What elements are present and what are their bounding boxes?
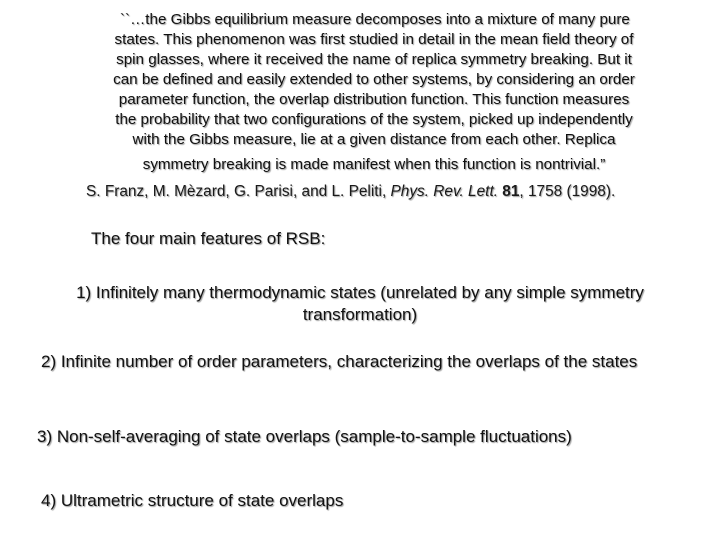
feature-item-1-line-2: transformation) [302, 305, 418, 324]
features-heading: The four main features of RSB: [91, 229, 326, 248]
quote-block [84, 10, 664, 175]
citation-journal: Phys. Rev. Lett. [390, 183, 498, 200]
citation [86, 182, 686, 202]
feature-item-3: 3) Non-self-averaging of state overlaps (sample-to-sample fluctuations) [37, 427, 572, 446]
citation-authors: S. Franz, M. Mèzard, G. Parisi, and L. Peliti, [86, 183, 391, 200]
citation-volume: 81 [502, 183, 520, 200]
quote-line: parameter function, the overlap distribution function. This function measures [118, 91, 630, 108]
quote-line: symmetry breaking is made manifest when this function is nontrivial.” [142, 156, 606, 173]
citation-pages-year: , 1758 (1998). [519, 183, 616, 200]
quote-line: states. This phenomenon was first studied in detail in the mean field theory of [114, 31, 634, 48]
feature-item-1-line-1: 1) Infinitely many thermodynamic states (unrelated by any simple symmetry [76, 283, 644, 302]
quote-line: with the Gibbs measure, lie at a given distance from each other. Replica [132, 131, 616, 148]
quote-line: spin glasses, where it received the name of replica symmetry breaking. But it [116, 51, 632, 68]
quote-line: the probability that two configurations of the system, picked up independently [115, 111, 633, 128]
quote-line: ``…the Gibbs equilibrium measure decomposes into a mixture of many pure [120, 11, 630, 28]
feature-item-1 [40, 282, 680, 326]
feature-item-4: 4) Ultrametric structure of state overlaps [41, 491, 344, 510]
feature-item-2: 2) Infinite number of order parameters, characterizing the overlaps of the states [41, 352, 638, 371]
quote-line: can be defined and easily extended to other systems, by considering an order [113, 71, 635, 88]
